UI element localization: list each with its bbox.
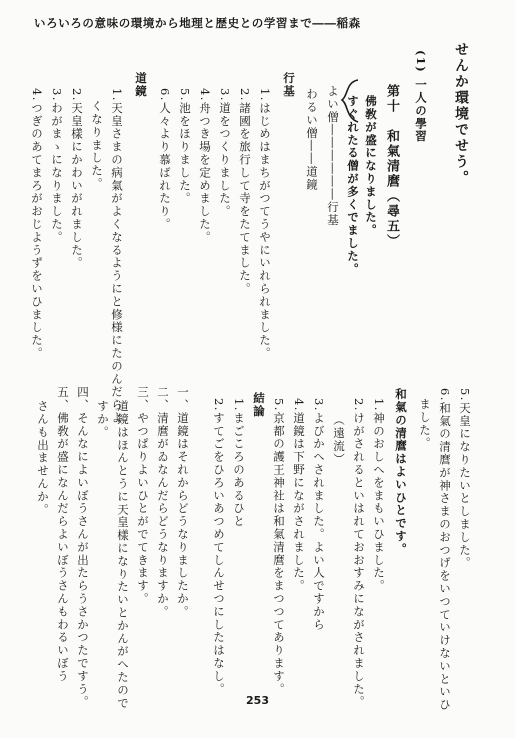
list-item: 1.はじめはまちがつてうやにいれられました。 <box>258 88 272 360</box>
question-item: 五、佛敎が盛になんだらよいぼうさんもわるいぼう <box>56 386 70 683</box>
list-item: 4.つぎのあてまろがおじようずをいひました。 <box>30 88 44 360</box>
text-line: さんも出ませんか。 <box>36 400 50 517</box>
question-item: 三、やつぱりよいひとがでてきます。 <box>136 386 150 606</box>
list-item: 4.舟つき場を定めました。 <box>198 88 212 244</box>
text-line: 佛敎が盛になりました。 <box>364 95 378 237</box>
text-line: わるい僧――道鏡 <box>305 88 319 192</box>
text-line: 道鏡はほんとうに天皇樣になりたいとかんがへたので <box>116 400 130 710</box>
question-item: 二、清麿がゐなんだらどうなりますか。 <box>156 386 170 619</box>
list-item: 2.すてごをひろいあつめてしんせつにしたはなし。 <box>212 398 226 696</box>
text-line: （遠流） <box>332 414 346 466</box>
list-item: 5.天皇になりたいとしました。 <box>458 388 472 570</box>
question-item: 一、道鏡はそれからどうなりましたか。 <box>176 386 190 619</box>
subheading: 結論 <box>252 392 266 418</box>
brace-mark <box>332 78 362 124</box>
list-item: 2.天皇樣にかわいがれました。 <box>70 88 84 270</box>
list-item: 5.池をほりました。 <box>178 88 192 205</box>
list-item: 2.諸國を旅行して寺をたてました。 <box>238 88 252 296</box>
list-item: 3.わがまゝになりました。 <box>50 88 64 244</box>
lesson-title: 第十 和氣清麿（尋五） <box>384 84 399 249</box>
list-item: ました。 <box>418 398 432 450</box>
list-item: 3.よびかへされました。よい人ですから <box>312 398 326 632</box>
list-item: 5.京都の護王神社は和氣清麿をまつつてあります。 <box>272 398 286 696</box>
intro-line: せんか環境でせう。 <box>453 42 469 186</box>
page-number: 253 <box>246 694 269 707</box>
text-line: よい僧――――――行基 <box>326 85 340 227</box>
subheading: 道鏡 <box>134 72 148 98</box>
list-item: 3.道をつくりました。 <box>218 88 232 218</box>
list-item: くなりました。 <box>90 100 104 191</box>
text-line: すぐれたる僧が多くでました。 <box>346 95 360 276</box>
text-line: 和氣の清麿はよいひとです。 <box>394 388 408 556</box>
list-item: 1.天皇さまの病氣がよくなるようにと修様にたのんだらよ <box>110 88 124 425</box>
question-item: 四、そんなによいぼうさんが出たらうさかつたですう。 <box>76 386 90 709</box>
text-line: すか。 <box>96 400 110 439</box>
list-item: 6.和氣の清麿が神さまのおつげをいつていけないといひ <box>438 388 452 712</box>
list-item: 1.神のおしへをまもいひました。 <box>372 398 386 593</box>
list-item: 2.けがされるといはれておおすみにながされました。 <box>352 398 366 709</box>
running-header: いろいろの意味の環境から地理と歴史との学習まで――稲森 <box>34 16 361 30</box>
list-item: 1.まごころのあるひと <box>232 398 246 528</box>
list-item: 6.人々より慕ばれたり。 <box>158 88 172 231</box>
list-item: 4.道鏡は下野にながされました。 <box>292 398 306 593</box>
section-heading: (1) 一人の學習 <box>414 50 428 143</box>
subheading: 行基 <box>282 72 296 98</box>
